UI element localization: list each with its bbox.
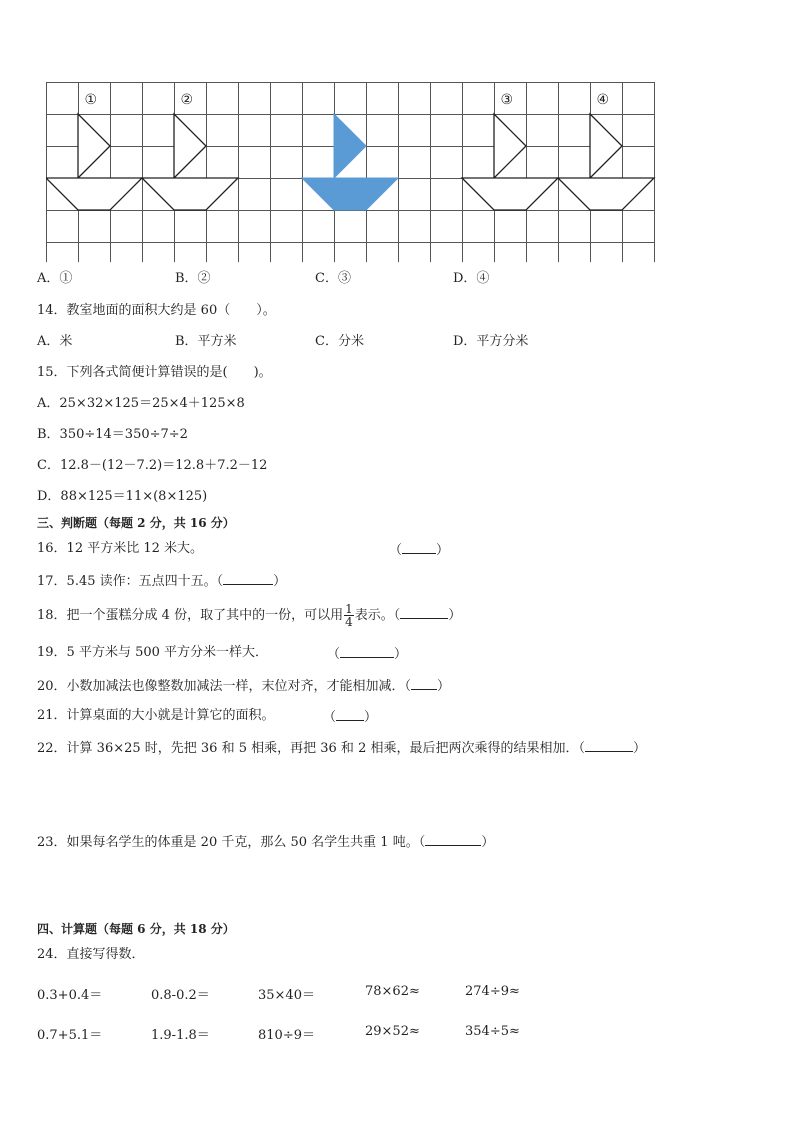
q21-text: 21．计算桌面的大小就是计算它的面积。 [37, 708, 275, 723]
calc-r2-c4[interactable]: 29×52≈ [365, 1024, 420, 1039]
q13-option-d[interactable]: D．④ [453, 271, 490, 286]
q22-text: 22．计算 36×25 时，先把 36 和 5 相乘，再把 36 和 2 相乘，最后把两次乘得的结果相加．（ [37, 741, 585, 756]
q18 [37, 601, 461, 631]
q19-open-paren: （ [327, 647, 341, 662]
grid-lines [46, 82, 655, 262]
q21-blank[interactable] [336, 708, 364, 721]
boat-1-hull [46, 178, 142, 210]
q14-option-a[interactable]: A．米 [37, 334, 73, 349]
q21-close-paren: ） [364, 710, 378, 725]
calc-r1-c2[interactable]: 0.8-0.2＝ [151, 988, 210, 1003]
q21 [37, 708, 275, 724]
q22 [37, 739, 646, 757]
q16-blank[interactable] [402, 541, 436, 554]
boat-grid-figure [46, 82, 658, 262]
section4-heading: 四、计算题（每题 6 分，共 18 分） [37, 922, 235, 936]
q18-fraction-numerator: 1 [345, 602, 353, 616]
calc-r2-c3[interactable]: 810÷9＝ [258, 1028, 315, 1043]
q20 [37, 677, 450, 695]
q18-close-paren: ） [448, 608, 462, 623]
q15-option-d[interactable]: D．88×125＝11×(8×125) [37, 489, 208, 504]
q16 [37, 541, 203, 557]
q20-blank[interactable] [411, 677, 437, 690]
q18-blank[interactable] [400, 606, 448, 619]
q14-option-c[interactable]: C．分米 [315, 334, 364, 349]
q20-text: 20．小数加减法也像整数加减法一样，末位对齐，才能相加减．（ [37, 679, 412, 694]
q17-blank[interactable] [223, 572, 273, 585]
boat-label-1: ① [84, 92, 98, 108]
q17 [37, 572, 286, 590]
q14-option-b[interactable]: B．平方米 [175, 334, 237, 349]
q18-text-after: 表示。（ [354, 608, 401, 623]
q15-option-b[interactable]: B．350÷14＝350÷7÷2 [37, 427, 188, 442]
boat-shapes [46, 114, 654, 210]
boat-1-sail [78, 114, 110, 178]
q15-option-a[interactable]: A．25×32×125＝25×4＋125×8 [37, 396, 245, 411]
boat-4-sail [590, 114, 622, 178]
q18-fraction-denominator: 4 [345, 615, 353, 629]
boat-2-hull [142, 178, 238, 210]
q21-answer-blank[interactable] [323, 708, 377, 726]
boat-3-hull [462, 178, 558, 210]
q19-blank[interactable] [340, 645, 394, 658]
q13-option-c[interactable]: C．③ [315, 271, 351, 286]
q16-open-paren: （ [389, 543, 403, 558]
calc-r1-c5[interactable]: 274÷9≈ [465, 984, 520, 999]
boat-4-hull [558, 178, 654, 210]
boat-original-hull [302, 178, 398, 210]
q16-text: 16．12 平方米比 12 米大。 [37, 541, 204, 556]
q18-text: 18．把一个蛋糕分成 4 份，取了其中的一份，可以用 [37, 608, 344, 623]
calc-r1-c4[interactable]: 78×62≈ [365, 984, 420, 999]
q23 [37, 833, 494, 851]
boat-2-sail [174, 114, 206, 178]
q13-option-b[interactable]: B．② [175, 271, 211, 286]
q18-fraction [344, 603, 354, 628]
q19-close-paren: ） [394, 647, 408, 662]
q22-blank[interactable] [585, 739, 633, 752]
q22-close-paren: ） [632, 741, 646, 756]
boat-original-sail [334, 114, 366, 178]
q16-answer-blank[interactable] [389, 541, 449, 559]
q15-option-c[interactable]: C．12.8－(12－7.2)＝12.8＋7.2－12 [37, 458, 268, 473]
q15-stem: 15．下列各式简便计算错误的是( )。 [37, 365, 272, 380]
calc-r1-c1[interactable]: 0.3+0.4＝ [37, 988, 103, 1003]
q19 [37, 645, 268, 661]
q20-close-paren: ） [437, 679, 451, 694]
boat-3-sail [494, 114, 526, 178]
section3-heading: 三、判断题（每题 2 分，共 16 分） [37, 516, 235, 530]
q13-option-a[interactable]: A．① [37, 271, 73, 286]
boat-label-3: ③ [500, 92, 514, 108]
q24-stem: 24．直接写得数． [37, 947, 145, 962]
calc-r2-c5[interactable]: 354÷5≈ [465, 1024, 520, 1039]
calc-r2-c1[interactable]: 0.7+5.1＝ [37, 1028, 103, 1043]
q23-close-paren: ） [481, 835, 495, 850]
q14-option-d[interactable]: D．平方分米 [453, 334, 529, 349]
q19-text: 19．5 平方米与 500 平方分米一样大． [37, 645, 269, 660]
q23-text: 23．如果每名学生的体重是 20 千克，那么 50 名学生共重 1 吨。（ [37, 835, 426, 850]
boat-label-2: ② [180, 92, 194, 108]
calc-r1-c3[interactable]: 35×40＝ [258, 988, 315, 1003]
q17-text: 17．5.45 读作：五点四十五。（ [37, 574, 224, 589]
q17-close-paren: ） [273, 574, 287, 589]
boat-label-4: ④ [596, 92, 610, 108]
q21-open-paren: （ [323, 710, 337, 725]
q19-answer-blank[interactable] [327, 645, 407, 663]
boat-labels [85, 92, 610, 108]
q16-close-paren: ） [436, 543, 450, 558]
calc-r2-c2[interactable]: 1.9-1.8＝ [151, 1028, 210, 1043]
q23-blank[interactable] [425, 833, 481, 846]
q14-stem: 14．教室地面的面积大约是 60（ ）。 [37, 303, 276, 318]
